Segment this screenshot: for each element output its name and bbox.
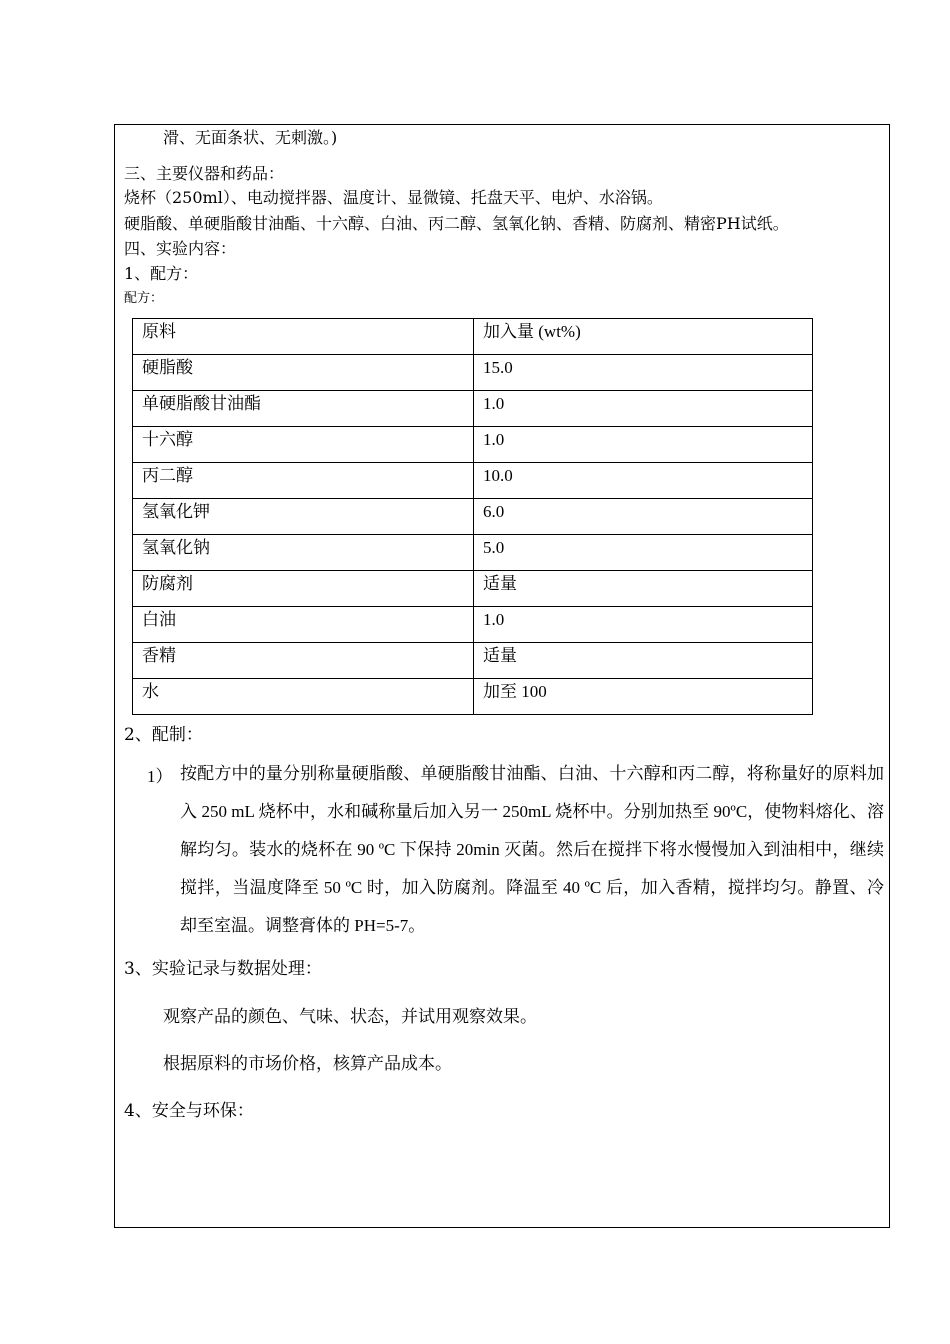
amount-cell: 5.0: [474, 535, 813, 571]
table-row: [133, 463, 813, 499]
ingredient-cell: 单硬脂酸甘油酯: [133, 391, 474, 427]
table-header-row: [133, 319, 813, 355]
ingredient-cell: 氢氧化钾: [133, 499, 474, 535]
recipe-label: 配方：: [124, 291, 164, 306]
table-row: [133, 643, 813, 679]
instruments-line: 烧杯（250ml）、电动搅拌器、温度计、显微镜、托盘天平、电炉、水浴锅。: [124, 188, 663, 207]
prep-item-number: 1）: [147, 767, 173, 786]
table-row: [133, 535, 813, 571]
amount-cell: 适量: [474, 643, 813, 679]
ingredient-cell: 香精: [133, 643, 474, 679]
amount-cell: 1.0: [474, 427, 813, 463]
ingredient-cell: 十六醇: [133, 427, 474, 463]
record-paragraph-1: 观察产品的颜色、气味、状态，并试用观察效果。: [163, 1007, 537, 1027]
ingredient-cell: 氢氧化钠: [133, 535, 474, 571]
recipe-table: [132, 318, 813, 715]
table-row: [133, 607, 813, 643]
ingredient-cell: 丙二醇: [133, 463, 474, 499]
ingredient-cell: 水: [133, 679, 474, 715]
recipe-heading: 1、配方：: [124, 264, 199, 283]
ingredient-cell: 硬脂酸: [133, 355, 474, 391]
section-3-heading: 三、主要仪器和药品：: [124, 164, 285, 183]
prep-heading: 2、配制：: [124, 725, 203, 745]
table-row: [133, 427, 813, 463]
ingredient-cell: 防腐剂: [133, 571, 474, 607]
table-row: [133, 391, 813, 427]
amount-cell: 1.0: [474, 607, 813, 643]
amount-cell: 15.0: [474, 355, 813, 391]
prep-item-text: 按配方中的量分别称量硬脂酸、单硬脂酸甘油酯、白油、十六醇和丙二醇，将称量好的原料加入 250 mL 烧杯中，水和碱称量后加入另一 250mL 烧杯中。分别加热至 90ºC，使物料熔化、溶解均匀。装水的烧杯在 90 ºC 下保持 20min 灭菌。然后在搅拌下将水慢慢加入到油相中，继续搅拌，当温度降至 50 ºC 时，加入防腐剂。降温至 40 ºC 后，加入香精，搅拌均匀。静置、冷却至室温。调整膏体的 PH=5-7。: [180, 764, 884, 935]
record-heading: 3、实验记录与数据处理：: [124, 959, 322, 979]
amount-cell: 适量: [474, 571, 813, 607]
continuation-line: 滑、无面条状、无刺激。): [163, 128, 338, 147]
table-row: [133, 355, 813, 391]
table-row: [133, 571, 813, 607]
table-row: [133, 679, 813, 715]
amount-cell: 1.0: [474, 391, 813, 427]
section-4-heading: 四、实验内容：: [124, 239, 237, 258]
header-cell-ingredient: 原料: [133, 319, 474, 355]
record-paragraph-2: 根据原料的市场价格，核算产品成本。: [163, 1054, 452, 1074]
amount-cell: 10.0: [474, 463, 813, 499]
chemicals-line: 硬脂酸、单硬脂酸甘油酯、十六醇、白油、丙二醇、氢氧化钠、香精、防腐剂、精密PH试纸。: [124, 214, 789, 233]
amount-cell: 加至 100: [474, 679, 813, 715]
table-row: [133, 499, 813, 535]
header-cell-amount: 加入量 (wt%): [474, 319, 813, 355]
amount-cell: 6.0: [474, 499, 813, 535]
ingredient-cell: 白油: [133, 607, 474, 643]
safety-heading: 4、安全与环保：: [124, 1101, 254, 1121]
